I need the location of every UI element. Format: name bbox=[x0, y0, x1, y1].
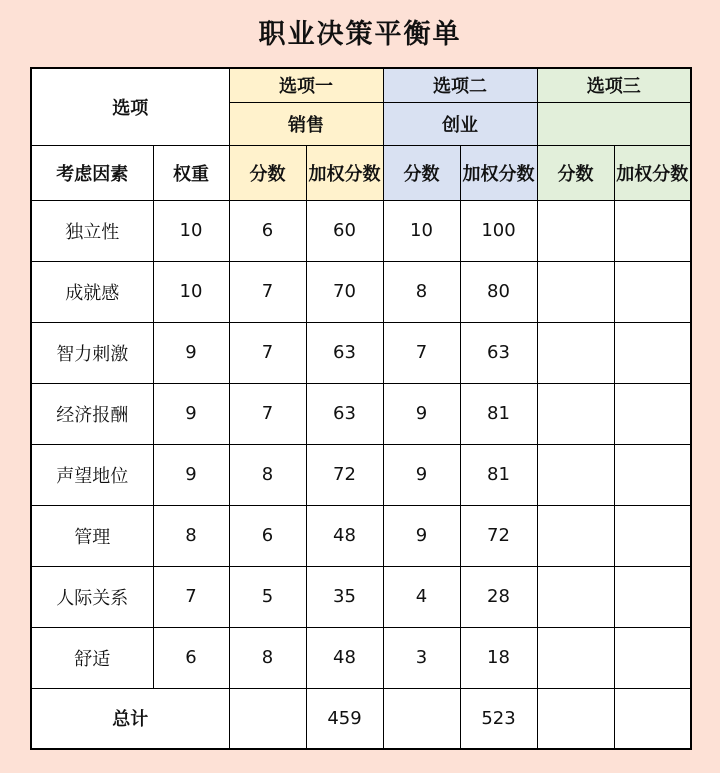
option3-score-total bbox=[537, 688, 614, 749]
option1-score-cell: 5 bbox=[229, 566, 306, 627]
options-header: 选项 bbox=[31, 68, 229, 145]
option2-weighted-cell: 72 bbox=[460, 505, 537, 566]
factor-cell: 人际关系 bbox=[31, 566, 153, 627]
option2-score-cell: 10 bbox=[383, 200, 460, 261]
table-row bbox=[31, 261, 691, 322]
option3-weighted-cell bbox=[614, 627, 691, 688]
weight-cell: 6 bbox=[153, 627, 229, 688]
option3-name bbox=[537, 102, 691, 145]
table-row bbox=[31, 627, 691, 688]
weight-cell: 9 bbox=[153, 322, 229, 383]
option1-weighted-cell: 48 bbox=[306, 627, 383, 688]
option3-score-cell bbox=[537, 566, 614, 627]
weight-cell: 9 bbox=[153, 383, 229, 444]
option1-score-total bbox=[229, 688, 306, 749]
option2-score-cell: 9 bbox=[383, 383, 460, 444]
option2-score-total bbox=[383, 688, 460, 749]
table-row bbox=[31, 444, 691, 505]
option2-score-cell: 9 bbox=[383, 505, 460, 566]
option1-score-cell: 6 bbox=[229, 505, 306, 566]
option3-score-header: 分数 bbox=[537, 145, 614, 200]
factor-cell: 经济报酬 bbox=[31, 383, 153, 444]
option2-weighted-header: 加权分数 bbox=[460, 145, 537, 200]
weight-cell: 8 bbox=[153, 505, 229, 566]
total-row bbox=[31, 688, 691, 749]
weight-cell: 10 bbox=[153, 261, 229, 322]
option3-weighted-total bbox=[614, 688, 691, 749]
factor-header: 考虑因素 bbox=[31, 145, 153, 200]
option3-score-cell bbox=[537, 444, 614, 505]
table-row bbox=[31, 200, 691, 261]
factor-cell: 声望地位 bbox=[31, 444, 153, 505]
option1-score-cell: 7 bbox=[229, 383, 306, 444]
option1-score-cell: 7 bbox=[229, 261, 306, 322]
weight-cell: 10 bbox=[153, 200, 229, 261]
option1-weighted-cell: 63 bbox=[306, 383, 383, 444]
option1-weighted-cell: 60 bbox=[306, 200, 383, 261]
option3-score-cell bbox=[537, 322, 614, 383]
option3-weighted-cell bbox=[614, 322, 691, 383]
option2-score-cell: 8 bbox=[383, 261, 460, 322]
factor-cell: 智力刺激 bbox=[31, 322, 153, 383]
option3-weighted-cell bbox=[614, 200, 691, 261]
factor-cell: 独立性 bbox=[31, 200, 153, 261]
option2-score-cell: 7 bbox=[383, 322, 460, 383]
option1-score-cell: 7 bbox=[229, 322, 306, 383]
option2-weighted-cell: 63 bbox=[460, 322, 537, 383]
option3-weighted-cell bbox=[614, 444, 691, 505]
option2-weighted-cell: 81 bbox=[460, 444, 537, 505]
option1-weighted-total: 459 bbox=[306, 688, 383, 749]
option1-score-header: 分数 bbox=[229, 145, 306, 200]
option1-name: 销售 bbox=[229, 102, 383, 145]
weight-header: 权重 bbox=[153, 145, 229, 200]
option1-weighted-header: 加权分数 bbox=[306, 145, 383, 200]
factor-cell: 舒适 bbox=[31, 627, 153, 688]
option2-score-cell: 3 bbox=[383, 627, 460, 688]
option2-name: 创业 bbox=[383, 102, 537, 145]
option1-weighted-cell: 72 bbox=[306, 444, 383, 505]
decision-balance-table bbox=[30, 67, 692, 750]
option3-score-cell bbox=[537, 383, 614, 444]
option3-score-cell bbox=[537, 200, 614, 261]
option3-weighted-cell bbox=[614, 261, 691, 322]
weight-cell: 7 bbox=[153, 566, 229, 627]
option3-score-cell bbox=[537, 505, 614, 566]
total-label: 总计 bbox=[31, 688, 229, 749]
option2-score-cell: 9 bbox=[383, 444, 460, 505]
option2-score-header: 分数 bbox=[383, 145, 460, 200]
option2-weighted-total: 523 bbox=[460, 688, 537, 749]
option1-score-cell: 8 bbox=[229, 444, 306, 505]
option3-weighted-header: 加权分数 bbox=[614, 145, 691, 200]
table-row bbox=[31, 505, 691, 566]
sheet-title: 职业决策平衡单 bbox=[258, 19, 462, 50]
option2-weighted-cell: 100 bbox=[460, 200, 537, 261]
table-row bbox=[31, 566, 691, 627]
option3-score-cell bbox=[537, 627, 614, 688]
option3-score-cell bbox=[537, 261, 614, 322]
option2-weighted-cell: 18 bbox=[460, 627, 537, 688]
table-row bbox=[31, 322, 691, 383]
option3-weighted-cell bbox=[614, 383, 691, 444]
weight-cell: 9 bbox=[153, 444, 229, 505]
option1-score-cell: 6 bbox=[229, 200, 306, 261]
option2-weighted-cell: 28 bbox=[460, 566, 537, 627]
option2-score-cell: 4 bbox=[383, 566, 460, 627]
factor-cell: 成就感 bbox=[31, 261, 153, 322]
option1-weighted-cell: 35 bbox=[306, 566, 383, 627]
option3-weighted-cell bbox=[614, 505, 691, 566]
option3-header: 选项三 bbox=[537, 68, 691, 102]
factor-cell: 管理 bbox=[31, 505, 153, 566]
option2-header: 选项二 bbox=[383, 68, 537, 102]
option3-weighted-cell bbox=[614, 566, 691, 627]
table-row bbox=[31, 383, 691, 444]
option1-header: 选项一 bbox=[229, 68, 383, 102]
option2-weighted-cell: 81 bbox=[460, 383, 537, 444]
option1-weighted-cell: 63 bbox=[306, 322, 383, 383]
option1-weighted-cell: 48 bbox=[306, 505, 383, 566]
option1-weighted-cell: 70 bbox=[306, 261, 383, 322]
option1-score-cell: 8 bbox=[229, 627, 306, 688]
option2-weighted-cell: 80 bbox=[460, 261, 537, 322]
